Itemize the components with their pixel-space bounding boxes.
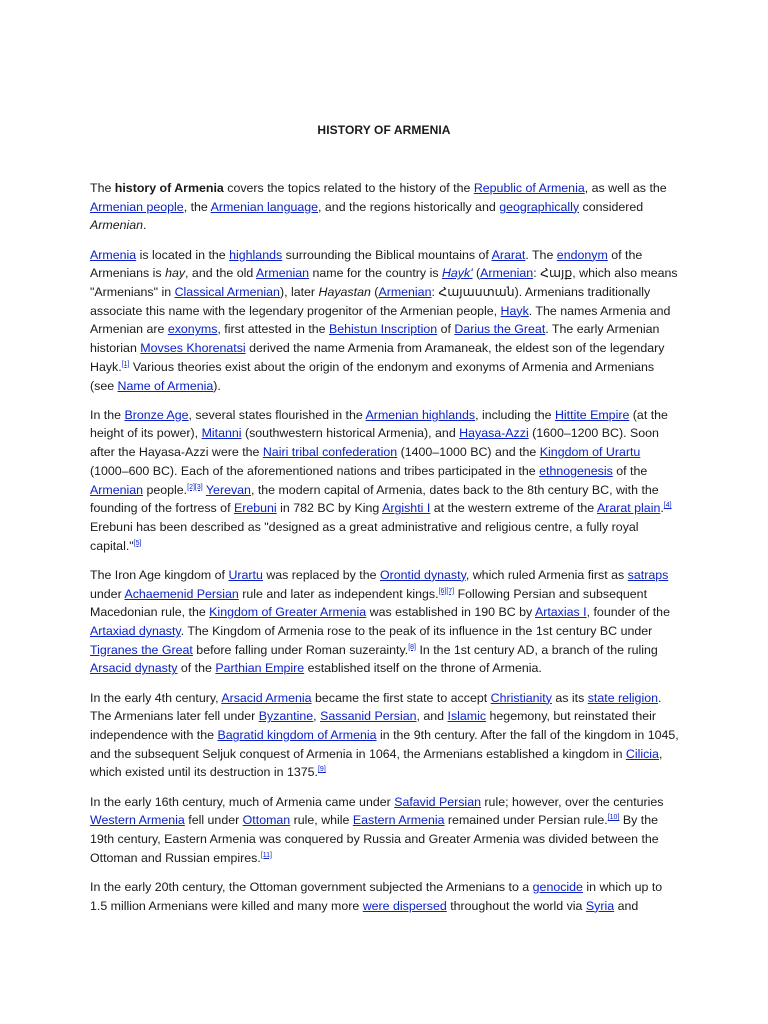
wiki-link[interactable]: Eastern Armenia: [352, 813, 445, 828]
wiki-link[interactable]: Ararat: [491, 247, 526, 262]
wiki-link[interactable]: Urartu: [228, 567, 263, 582]
paragraph: [90, 793, 680, 868]
body-text: . The: [525, 247, 557, 262]
wiki-link[interactable]: Erebuni: [233, 501, 277, 516]
wiki-link[interactable]: Achaemenid Persian: [124, 586, 239, 601]
body-text: In the: [90, 407, 125, 422]
wiki-link[interactable]: Syria: [585, 898, 615, 913]
body-text: Erebuni has been described as "designed as a great administrative and religious centre, a fully royal capital.": [90, 519, 639, 553]
wiki-link[interactable]: state religion: [587, 690, 658, 705]
wiki-link[interactable]: Kingdom of Greater Armenia: [209, 605, 367, 620]
italic-text: hay: [165, 266, 186, 281]
body-text: rule; however, over the centuries: [480, 794, 664, 809]
wiki-link[interactable]: Armenia: [90, 247, 137, 262]
body-text: in which up to 1.5 million Armenians were killed and many more: [90, 879, 663, 913]
wiki-link[interactable]: Western Armenia: [90, 813, 185, 828]
wiki-link[interactable]: Argishti I: [382, 501, 431, 516]
wiki-link[interactable]: Tigranes the Great: [90, 642, 193, 657]
body-text: , including the: [475, 407, 555, 422]
body-text: , and the old: [185, 266, 257, 281]
citation: [608, 814, 620, 821]
wiki-link[interactable]: Parthian Empire: [215, 661, 305, 676]
wiki-link[interactable]: Bagratid kingdom of Armenia: [217, 727, 377, 742]
body-text: throughout the world via: [446, 898, 586, 913]
body-text: (southwestern historical Armenia), and: [241, 426, 460, 441]
citation: [318, 766, 326, 773]
body-text: By the 19th century, Eastern Armenia was conquered by Russia and Greater Armenia was divided between the Ottoman and Russian empires.: [90, 813, 659, 865]
wiki-link[interactable]: Arsacid Armenia: [221, 690, 312, 705]
body-text: and: [614, 898, 639, 913]
wiki-link[interactable]: exonyms: [167, 322, 218, 337]
paragraph: [90, 878, 680, 915]
body-text: : Հայք, which also means "Armenians" in: [90, 266, 678, 300]
body-text: in 782 BC by King: [276, 501, 383, 516]
body-text: before falling under Roman suzerainty.: [192, 642, 409, 657]
body-text: .: [660, 501, 664, 516]
body-text: ), later: [279, 285, 319, 300]
wiki-link[interactable]: Armenian: [378, 285, 432, 300]
citation: [261, 852, 272, 859]
wiki-link[interactable]: Sassanid Persian: [320, 709, 417, 724]
body-text: . The early Armenian historian: [90, 322, 660, 356]
body-text: ).: [213, 378, 221, 393]
wiki-link[interactable]: Classical Armenian: [174, 285, 280, 300]
body-text: (1000–600 BC). Each of the aforementioned nations and tribes participated in the: [90, 463, 540, 478]
wiki-link[interactable]: Ararat plain: [596, 501, 661, 516]
body-text: surrounding the Biblical mountains of: [282, 247, 492, 262]
wiki-link[interactable]: Hayk: [500, 303, 529, 318]
body-text: became the first state to accept: [311, 690, 491, 705]
body-text: in the 9th century. After the fall of the kingdom in 1045, and the subsequent Seljuk conquest of Armenia in 1064, the Armenians established a kingdom in: [90, 727, 679, 761]
body-text: as its: [551, 690, 588, 705]
wiki-link[interactable]: Republic of Armenia: [473, 181, 585, 195]
paragraph: [90, 406, 680, 556]
citation-link[interactable]: [8]: [408, 643, 417, 651]
wiki-link[interactable]: Armenian highlands: [365, 407, 476, 422]
body-text: The Iron Age kingdom of: [90, 567, 229, 582]
citation-link[interactable]: [1]: [121, 360, 130, 368]
citation-link[interactable]: [11]: [260, 851, 272, 859]
wiki-link[interactable]: Kingdom of Urartu: [539, 445, 641, 460]
body-text: of the: [177, 661, 216, 676]
wiki-link[interactable]: Bronze Age: [124, 407, 189, 422]
body-text: In the early 20th century, the Ottoman government subjected the Armenians to a: [90, 879, 533, 894]
wiki-link[interactable]: Ottoman: [242, 813, 291, 828]
wiki-link[interactable]: Hayk': [441, 266, 473, 281]
body-text: considered: [579, 199, 644, 214]
citation-link[interactable]: [6][7]: [438, 587, 455, 595]
wiki-link[interactable]: Armenian: [480, 266, 534, 281]
body-text: , several states flourished in the: [188, 407, 366, 422]
body-text: .: [143, 218, 147, 233]
wiki-link[interactable]: endonym: [556, 247, 608, 262]
body-text: (1600–1200 BC). Soon after the Hayasa-Azzi were the: [90, 426, 659, 460]
wiki-link[interactable]: Name of Armenia: [117, 378, 214, 393]
wiki-link[interactable]: ethnogenesis: [539, 463, 613, 478]
wiki-link[interactable]: Nairi tribal confederation: [262, 445, 398, 460]
document-title: HISTORY OF ARMENIA: [317, 123, 451, 137]
body-text: In the 1st century AD, a branch of the ruling: [416, 642, 658, 657]
wiki-link[interactable]: Orontid dynasty: [379, 567, 466, 582]
wiki-link[interactable]: Arsacid dynasty: [90, 661, 178, 676]
body-text: rule, while: [290, 813, 353, 828]
body-text: In the early 16th century, much of Armenia came under: [90, 794, 395, 809]
body-text: . The Kingdom of Armenia rose to the peak of its influence in the 1st century BC under: [180, 623, 653, 638]
body-text: of the: [612, 463, 648, 478]
wiki-link[interactable]: Mitanni: [201, 426, 242, 441]
body-text: under: [90, 586, 125, 601]
paragraph: [90, 566, 680, 678]
body-text: was replaced by the: [262, 567, 380, 582]
wiki-link[interactable]: Safavid Persian: [394, 794, 481, 809]
wiki-link[interactable]: highlands: [229, 247, 283, 262]
body-text: of: [437, 322, 455, 337]
wiki-link[interactable]: Movses Khorenatsi: [140, 341, 246, 356]
wiki-link[interactable]: satraps: [627, 567, 669, 582]
body-text: ,: [313, 709, 321, 724]
body-text: established itself on the throne of Armenia.: [304, 661, 542, 676]
citation-link[interactable]: [10]: [607, 814, 620, 822]
wiki-link[interactable]: Hittite Empire: [554, 407, 630, 422]
body-text: , and the regions historically and: [318, 199, 500, 214]
body-text: (: [472, 266, 481, 281]
body-text: derived the name Armenia from Aramaneak, the eldest son of the legendary Hayk.: [90, 341, 665, 374]
body-text: is located in the: [136, 247, 230, 262]
body-text: . The names Armenia and Armenian are: [90, 303, 671, 337]
bold-text: history of Armenia: [114, 181, 224, 195]
wiki-link[interactable]: Armenian: [90, 482, 144, 497]
body-text: , founder of the: [586, 605, 670, 620]
body-text: . The Armenians later fell under: [90, 690, 662, 724]
body-text: of the Armenians is: [90, 247, 643, 281]
wiki-link[interactable]: Armenian language: [210, 199, 319, 214]
body-text: name for the country is: [309, 266, 442, 281]
paragraph: [90, 246, 680, 396]
citation: [187, 484, 203, 491]
body-text: people.: [143, 482, 188, 497]
body-text: fell under: [184, 813, 243, 828]
body-text: at the western extreme of the: [430, 501, 597, 516]
citation-link[interactable]: [2][3]: [187, 483, 203, 491]
wiki-link[interactable]: geographically: [499, 199, 580, 214]
body-text: Following Persian and subsequent Macedonian rule, the: [90, 586, 648, 620]
wiki-link[interactable]: Behistun Inscription: [329, 322, 438, 337]
body-text: The: [90, 181, 115, 195]
body-text: : Հայաստան). Armenians traditionally associate this name with the legendary progenitor of the Armenian people,: [90, 285, 651, 318]
wiki-link[interactable]: Byzantine: [258, 709, 314, 724]
body-text: (1400–1000 BC) and the: [397, 445, 540, 460]
wiki-link[interactable]: Hayasa-Azzi: [459, 426, 529, 441]
body-text: hegemony, but reinstated their independence with the: [90, 709, 656, 742]
wiki-link[interactable]: Artaxiad dynasty: [90, 623, 181, 638]
wiki-link[interactable]: Cilicia: [625, 746, 659, 761]
wiki-link[interactable]: Armenian people: [90, 199, 184, 214]
citation: [134, 540, 142, 547]
body-text: , which ruled Armenia first as: [465, 567, 628, 582]
italic-text: Armenian: [90, 218, 144, 233]
wiki-link[interactable]: were dispersed: [362, 898, 447, 913]
citation: [664, 502, 672, 509]
wiki-link[interactable]: genocide: [532, 879, 583, 894]
body-text: , first attested in the: [217, 322, 329, 337]
body-text: , which existed until its destruction in 1375.: [90, 746, 663, 780]
wiki-link[interactable]: Darius the Great: [454, 322, 546, 337]
body-text: , the modern capital of Armenia, dates back to the 8th century BC, with the founding of the fortress of: [90, 482, 659, 516]
body-text: was established in 190 BC by: [366, 605, 535, 620]
document-body: [90, 179, 680, 926]
body-text: (: [370, 285, 379, 300]
citation-link[interactable]: [9]: [317, 766, 326, 774]
citation-link[interactable]: [5]: [133, 539, 142, 547]
wiki-link[interactable]: Islamic: [447, 709, 487, 724]
paragraph: [90, 179, 680, 235]
wiki-link[interactable]: Christianity: [490, 690, 552, 705]
body-text: , as well as the: [584, 181, 667, 195]
italic-text: Hayastan: [318, 285, 371, 300]
paragraph: [90, 689, 680, 783]
citation-link[interactable]: [4]: [663, 502, 672, 510]
wiki-link[interactable]: Armenian: [256, 266, 310, 281]
body-text: covers the topics related to the history of the: [223, 181, 474, 195]
body-text: (at the height of its power),: [90, 407, 668, 441]
body-text: , the: [183, 199, 211, 214]
body-text: Various theories exist about the origin of the endonym and exonyms of Armenia and Armenians (see: [90, 359, 655, 393]
body-text: In the early 4th century,: [90, 690, 222, 705]
wiki-link[interactable]: Artaxias I: [534, 605, 587, 620]
citation: [408, 644, 416, 651]
body-text: rule and later as independent kings.: [238, 586, 439, 601]
citation: [439, 588, 455, 595]
wiki-link[interactable]: Yerevan: [205, 482, 251, 497]
body-text: remained under Persian rule.: [444, 813, 608, 828]
body-text: , and: [416, 709, 448, 724]
